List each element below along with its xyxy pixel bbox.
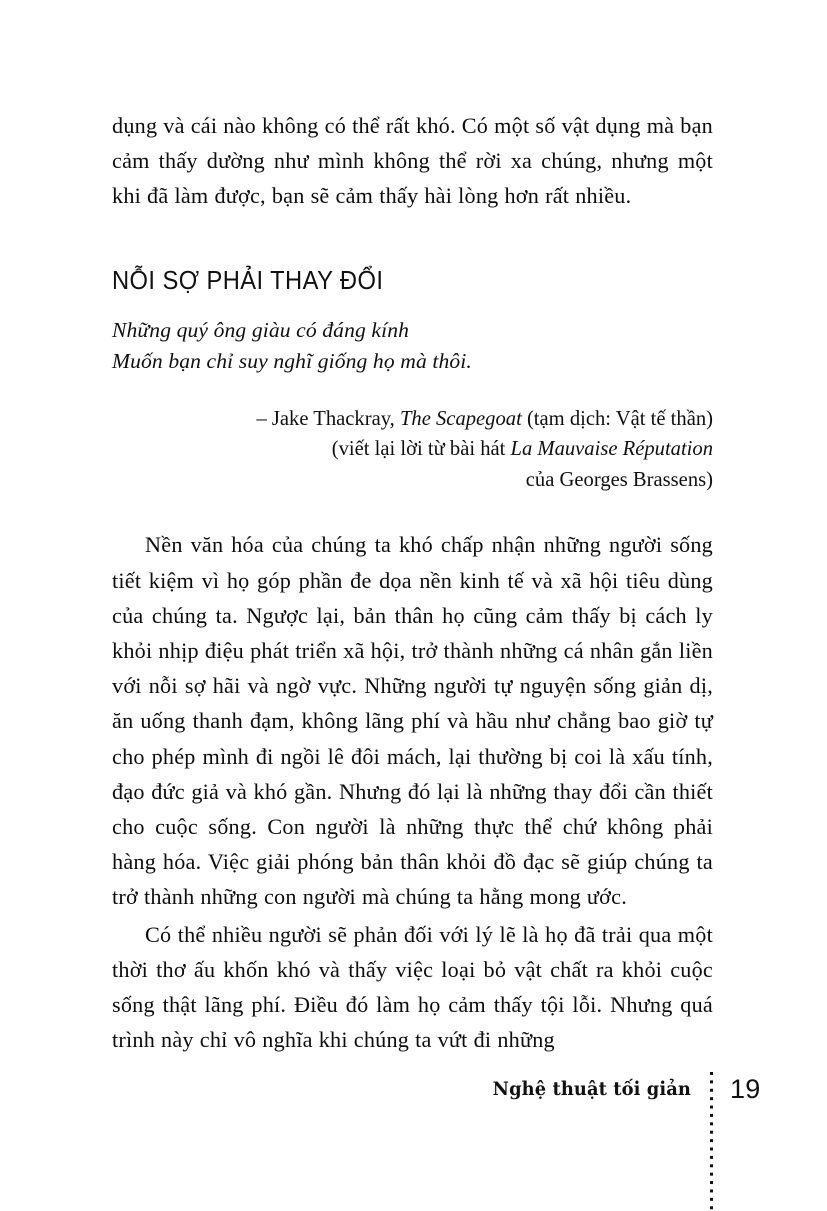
running-title: Nghệ thuật tối giản [492,1078,691,1100]
dotted-divider [710,1072,713,1211]
attribution-song-note: (viết lại lời từ bài hát [331,438,511,461]
attribution-author: – Jake Thackray, [256,407,400,430]
spacer-before-attribution [112,377,713,404]
attribution-line-3: của Georges Brassens) [525,468,713,491]
page-content [112,108,713,1057]
attribution-translation-note: (tạm dịch: Vật tế thần) [521,407,713,430]
page-footer [0,1072,827,1211]
epigraph-verse [112,315,713,377]
spacer-before-body [112,495,713,527]
attribution-work-title: The Scapegoat [399,407,522,430]
epigraph-attribution [112,404,713,496]
verse-line-1: Những quý ông giàu có đáng kính [112,317,410,342]
page-number: 19 [730,1074,761,1104]
body-paragraph-2: Có thể nhiều người sẽ phản đối với lý lẽ là họ đã trải qua một thời thơ ấu khốn khó và thấy việc loại bỏ vật chất ra khỏi cuộc sống thật lãng phí. Điều đó làm họ cảm thấy tội lỗi. Nhưng quá trình này chỉ vô nghĩa khi chúng ta vứt đi những [112,921,713,1053]
spacer-before-verse [112,296,713,315]
continued-paragraph: dụng và cái nào không có thể rất khó. Có một số vật dụng mà bạn cảm thấy dường như mình không thể rời xa chúng, nhưng một khi đã làm được, bạn sẽ cảm thấy hài lòng hơn rất nhiều. [112,113,713,209]
section-heading: NỖI SỢ PHẢI THAY ĐỔI [112,266,384,295]
spacer-before-heading [112,214,713,266]
attribution-line-1 [112,404,713,435]
verse-line-2: Muốn bạn chỉ suy nghĩ giống họ mà thôi. [112,348,472,373]
attribution-song-title: La Mauvaise Réputation [510,438,713,461]
attribution-line-2 [112,434,713,465]
body-paragraph-1: Nền văn hóa của chúng ta khó chấp nhận những người sống tiết kiệm vì họ góp phần đe dọa nền kinh tế và xã hội tiêu dùng của chúng ta. Ngược lại, bản thân họ cũng cảm thấy bị cách ly khỏi nhịp điệu phát triển xã hội, trở thành những cá nhân gắn liền với nỗi sợ hãi và ngờ vực. Những người tự nguyện sống giản dị, ăn uống thanh đạm, không lãng phí và hầu như chẳng bao giờ tự cho phép mình đi ngồi lê đôi mách, lại thường bị coi là xấu tính, đạo đức giả và khó gần. Nhưng đó lại là những thay đổi cần thiết cho cuộc sống. Con người là những thực thể chứ không phải hàng hóa. Việc giải phóng bản thân khỏi đồ đạc sẽ giúp chúng ta trở thành những con người mà chúng ta hằng mong ước. [112,532,713,910]
